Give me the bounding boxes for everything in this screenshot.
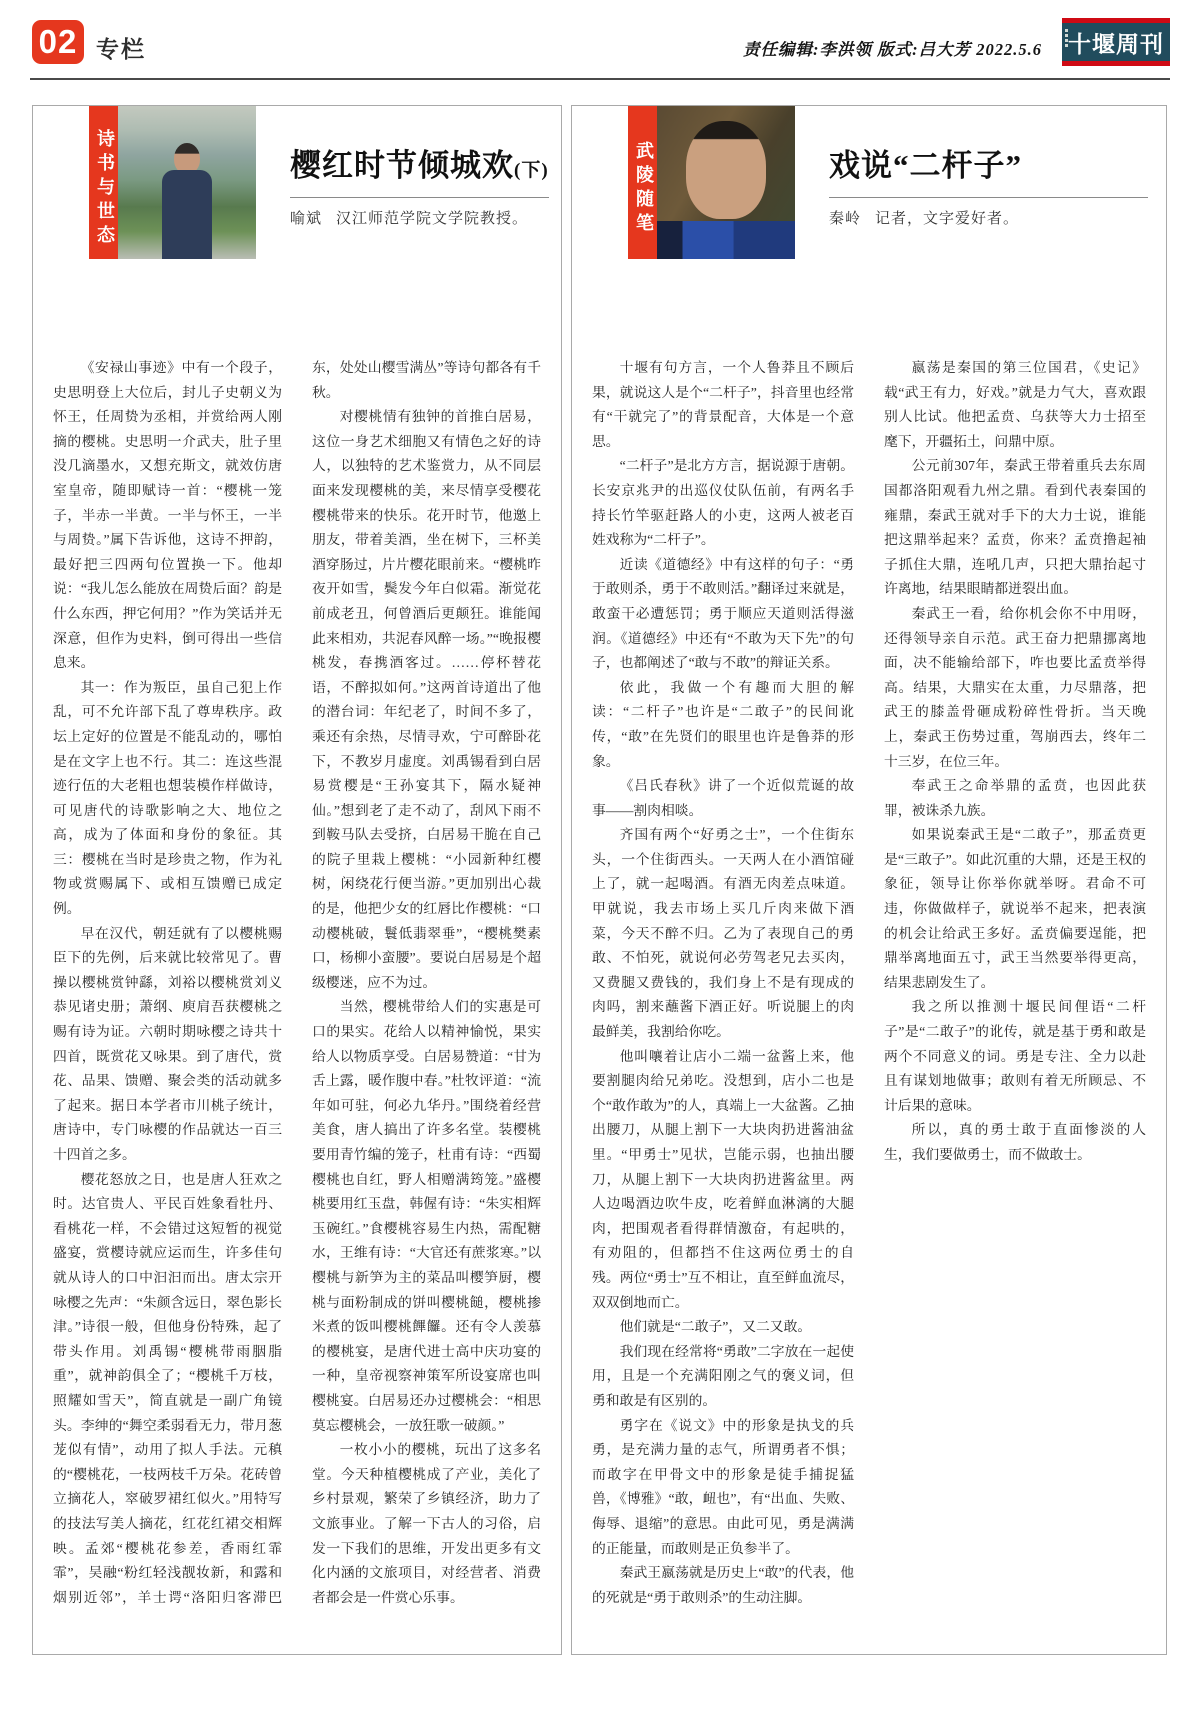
- title-block: [256, 106, 567, 259]
- header-rule: [30, 78, 1170, 80]
- author-photo: [657, 106, 795, 259]
- paragraph: “二杆子”是北方方言，据说源于唐朝。长安京兆尹的出巡仪仗队伍前，有两名手持长竹竿驱赶路人的小吏，这两人被老百姓戏称为“二杆子”。: [592, 458, 854, 548]
- byline-role: 汉江师范学院文学院教授。: [336, 211, 529, 227]
- masthead-title: 十堰周刊: [1068, 31, 1164, 57]
- articles-row: [32, 105, 1167, 1655]
- byline: [829, 207, 1148, 228]
- byline-role: 记者，文字爱好者。: [875, 211, 1020, 227]
- paragraph: 如果说秦武王是“二敢子”，那孟贲更是“三敢子”。如此沉重的大鼎，还是王权的象征，领导让你举你就举呀。君命不可违，你做做样子，就说举不起来，把表演的机会让给武王多好。孟贲偏要逞能，把鼎举离地面五寸，武王当然要举得更高，结果悲剧发生了。: [884, 827, 1146, 990]
- paragraph: 十堰有句方言，一个人鲁莽且不顾后果，就说这人是个“二杆子”，抖音里也经常有“干就完了”的背景配音，大体是一个意思。: [592, 360, 854, 449]
- article-head: [89, 106, 561, 259]
- section-label: 专栏: [96, 36, 146, 62]
- paragraph: 秦武王一看，给你机会你不中用呀，还得领导亲自示范。武王奋力把鼎挪离地面，决不能输给部下，咋也要比孟贲举得高。结果，大鼎实在太重，力尽鼎落，把武王的膝盖骨砸成粉碎性骨折。当天晚上，秦武王伤势过重，驾崩西去，终年二十三岁，在位三年。: [884, 605, 1146, 769]
- article-erganzi: [571, 105, 1167, 1655]
- photo-figure-head: [174, 143, 200, 174]
- paragraph: 奉武王之命举鼎的孟贲，也因此获罪，被诛杀九族。: [884, 778, 1146, 818]
- article-title-text: 戏说“二杆子”: [829, 148, 1022, 183]
- article-title-suffix: (下): [514, 160, 549, 181]
- paragraph: 早在汉代，朝廷就有了以樱桃赐臣下的先例，后来就比较常见了。曹操以樱桃赏钟繇，刘裕以樱桃赏刘义恭见诸史册；萧纲、庾肩吾获樱桃之赐有诗为证。六朝时期咏樱之诗共十四首，既赏花又咏果。到了唐代，赏花、品果、馈赠、聚会类的活动就多了起来。据日本学者市川桃子统计，唐诗中，专门咏樱的作品就达一百三十四首之多。: [53, 925, 282, 1162]
- masthead-body: [1062, 23, 1170, 61]
- paragraph: 樱花怒放之日，也是唐人狂欢之时。达官贵人、平民百姓象看牡丹、看桃花一样，不会错过这短暂的视觉盛宴，赏樱诗就应运而生，许多佳句就从诗人的口中汩汩而出。唐太宗开咏樱之先声：“朱颜含远日，翠色影长津。”诗很一般，但他身份特殊，起了带头作用。刘禹锡“樱桃带雨胭脂重”，就神韵俱全了；“樱桃千万枝，照耀如雪天”，简直就是一副广角镜头。李绅的“舞空柔弱看无力，带月葱茏似有情”，动用了拟人手法。元稹的“樱桃花，一枝两枝千万朵。花砖曾立摘花人，窣破罗裙红似火。”用特写的技法写美人摘花，红花红裙交相辉映。孟郊“樱桃花参差，香雨红霏霏”，吴融“粉红轻浅靓妆新，和露和烟别近邻”，羊士谔“洛阳归客滞巴东，处处山樱雪满丛”等诗句都各有千秋。: [53, 360, 541, 1605]
- article-title: [290, 140, 549, 185]
- photo-jacket: [657, 221, 795, 259]
- paragraph: 他们就是“二敢子”，又二又敢。: [619, 1319, 812, 1335]
- article-head: [628, 106, 1166, 259]
- title-block: [795, 106, 1166, 259]
- byline-author: 秦岭: [829, 211, 862, 227]
- paragraph: 当然，樱桃带给人们的实惠是可口的果实。花给人以精神愉悦，果实给人以物质享受。白居易赞道：“甘为舌上露，暖作腹中春。”杜牧评道：“流年如可驻，何必九华丹。”围绕着经营美食，唐人搞出了许多名堂。装樱桃要用青竹编的笼子，杜甫有诗：“西蜀樱桃也自红，野人相赠满筠笼。”盛樱桃要用红玉盘，韩偓有诗：“朱实相辉玉碗红。”食樱桃容易生内热，需配糖水，王维有诗：“大官还有蔗浆寒。”以樱桃与新笋为主的菜品叫樱笋厨，樱桃与面粉制成的饼叫樱桃䭔，樱桃掺米煮的饭叫樱桃饆饠。还有令人羡慕的樱桃宴，是唐代进士高中庆功宴的一种，皇帝视察神策军所设宴席也叫樱桃宴。白居易还办过樱桃会：“相思莫忘樱桃会，一放狂歌一破颜。”: [312, 999, 541, 1433]
- article-body: [592, 356, 1146, 1649]
- masthead-side-marks: [1065, 29, 1069, 55]
- masthead-bottom-bar: [1062, 61, 1170, 66]
- paragraph: 秦武王嬴荡就是历史上“敢”的代表，他的死就是“勇于敢则杀”的生动注脚。: [592, 1565, 854, 1605]
- paragraph: 其一：作为叛臣，虽自己犯上作乱，可不允许部下乱了尊卑秩序。政坛上定好的位置是不能乱动的，哪怕是在文字上也不行。其二：连这些混迹行伍的大老粗也想装模作样做诗，可见唐代的诗歌影响之大、地位之高，成为了体面和身份的象征。其三：樱桃在当时是珍贵之物，作为礼物或赏赐属下、或相互馈赠已成定例。: [53, 679, 282, 917]
- column-label-wuling: 武陵随笔: [628, 106, 657, 259]
- paragraph: 一枚小小的樱桃，玩出了这多名堂。今天种植樱桃成了产业，美化了乡村景观，繁荣了乡镇经济，助力了文旅事业。了解一下古人的习俗，启发一下我们的思维，开发出更多有文化内涵的文旅项目，对经营者、消费者都会是一件赏心乐事。: [312, 1442, 541, 1605]
- article-body: [53, 356, 541, 1649]
- byline-author: 喻斌: [290, 211, 323, 227]
- title-rule: [290, 197, 549, 198]
- paragraph: 《安禄山事迹》中有一个段子，史思明登上大位后，封儿子史朝义为怀王，任周贽为丞相，并赏给两人刚摘的樱桃。史思明一介武夫，肚子里没几滴墨水，又想充斯文，就效仿唐室皇帝，随即赋诗一首：“樱桃一笼子，半赤一半黄。一半与怀王，一半与周贽。”属下告诉他，这诗不押韵，最好把三四两句位置换一下。他却说：“我儿怎么能放在周贽后面？韵是什么东西，押它何用？”作为笑话并无深意，但作为史料，倒可得出一些信息来。: [53, 360, 282, 671]
- paragraph: 对樱桃情有独钟的首推白居易，这位一身艺术细胞又有情色之好的诗人，以独特的艺术鉴赏力，从不同层面来发现樱桃的美，来尽情享受樱花樱桃带来的快乐。花开时节，他邀上朋友，带着美酒，坐在树下，三杯美酒穿肠过，片片樱花眼前来。“樱桃昨夜开如雪，鬓发今年白似霜。渐觉花前成老丑，何曾酒后更颠狂。谁能闻此来相劝，共泥春风醉一场。”“晚报樱桃发，春携酒客过。……停杯替花语，不醉拟如何。”这两首诗道出了他的潜台词：年纪老了，时间不多了，乘还有余热，尽情寻欢，宁可醉卧花下，不教岁月虚度。刘禹锡看到白居易赏樱是“王孙宴其下，隔水疑神仙。”想到老了走不动了，刮风下雨不到鞍马队去受挤，白居易干脆在自己的院子里栽上樱桃：“小园新种红樱树，闲绕花行便当游。”更加别出心裁的是，他把少女的红唇比作樱桃：“口动樱桃破，鬟低翡翠垂”，“樱桃樊素口，杨柳小蛮腰”。要说白居易是个超级樱迷，应不为过。: [312, 409, 541, 990]
- paragraph: 近读《道德经》中有这样的句子：“勇于敢则杀，勇于不敢则活。”翻译过来就是，敢蛮干必遭惩罚；勇于顺应天道则活得滋润。《道德经》中还有“不敢为天下先”的句子，也都阐述了“敢与不敢”的辩证关系。: [592, 556, 854, 671]
- paragraph: 嬴荡是秦国的第三位国君，《史记》载“武王有力，好戏。”就是力气大，喜欢跟别人比试。他把孟贲、乌获等大力士招至麾下，开疆拓土，问鼎中原。: [884, 360, 1146, 449]
- page-number-badge: 02: [32, 20, 84, 64]
- article-title: [829, 140, 1148, 185]
- paragraph: 勇字在《说文》中的形象是执戈的兵勇，是充满力量的志气，所谓勇者不惧；而敢字在甲骨文中的形象是徒手捕捉猛兽，《博雅》“敢，衄也”，有“出血、失败、侮辱、退缩”的意思。由此可见，勇是满满的正能量，而敢则是正负参半了。: [592, 1417, 854, 1556]
- title-rule: [829, 197, 1148, 198]
- masthead: [1062, 18, 1170, 66]
- author-photo: [118, 106, 256, 259]
- paragraph: 《吕氏春秋》讲了一个近似荒诞的故事——割肉相啖。: [592, 778, 854, 818]
- byline: [290, 207, 549, 228]
- paragraph: 所以，真的勇士敢于直面惨淡的人生，我们要做勇士，而不做敢士。: [884, 1122, 1146, 1162]
- paragraph: 齐国有两个“好勇之士”，一个住街东头，一个住街西头。一天两人在小酒馆碰上了，就一起喝酒。有酒无肉差点味道。甲就说，我去市场上买几斤肉来做下酒菜，今天不醉不归。乙为了表现自己的勇敢、不怕死，就说何必劳驾老兄去买肉，又费腿又费钱的，我们身上不是有现成的肉吗，割来蘸酱下酒正好。听说腿上的肉最鲜美，我割给你吃。: [592, 827, 854, 1040]
- editors-line: 责任编辑:李洪领 版式:吕大芳 2022.5.6: [743, 40, 1042, 59]
- article-title-text: 樱红时节倾城欢: [290, 148, 514, 183]
- paragraph: 依此，我做一个有趣而大胆的解读：“二杆子”也许是“二敢子”的民间讹传，“敢”在先贤们的眼里也许是鲁莽的形象。: [592, 679, 854, 769]
- column-label-poetry: 诗书与世态: [89, 106, 118, 259]
- article-cherry-season: [32, 105, 562, 1655]
- paragraph: 我们现在经常将“勇敢”二字放在一起使用，且是一个充满阳刚之气的褒义词，但勇和敢是有区别的。: [592, 1343, 854, 1408]
- photo-face: [686, 121, 766, 219]
- paragraph: 公元前307年，秦武王带着重兵去东周国都洛阳观看九州之鼎。看到代表秦国的雍鼎，秦武王就对手下的大力士说，谁能把这鼎举起来？孟贲，你来？孟贲撸起袖子抓住大鼎，连吼几声，只把大鼎抬起寸许离地，结果眼睛都迸裂出血。: [884, 458, 1146, 597]
- paragraph: 他叫嚷着让店小二端一盆酱上来，他要割腿肉给兄弟吃。没想到，店小二也是个“敢作敢为”的人，真端上一大盆酱。乙抽出腰刀，从腿上割下一大块肉扔进酱油盆里。“甲勇士”见状，岂能示弱，也抽出腰刀，从腿上割下一大块肉扔进酱盆里。两人边喝酒边吹牛皮，吃着鲜血淋漓的大腿肉，把围观者看得群情激奋，有起哄的，有劝阻的，但都挡不住这两位勇士的自残。两位“勇士”互不相让，直至鲜血流尽，双双倒地而亡。: [592, 1048, 854, 1310]
- photo-figure-torso: [162, 170, 212, 259]
- paragraph: 我之所以推测十堰民间俚语“二杆子”是“二敢子”的讹传，就是基于勇和敢是两个不同意义的词。勇是专注、全力以赴且有谋划地做事；敢则有着无所顾忌、不计后果的意味。: [884, 999, 1146, 1113]
- page-header: [32, 18, 1170, 66]
